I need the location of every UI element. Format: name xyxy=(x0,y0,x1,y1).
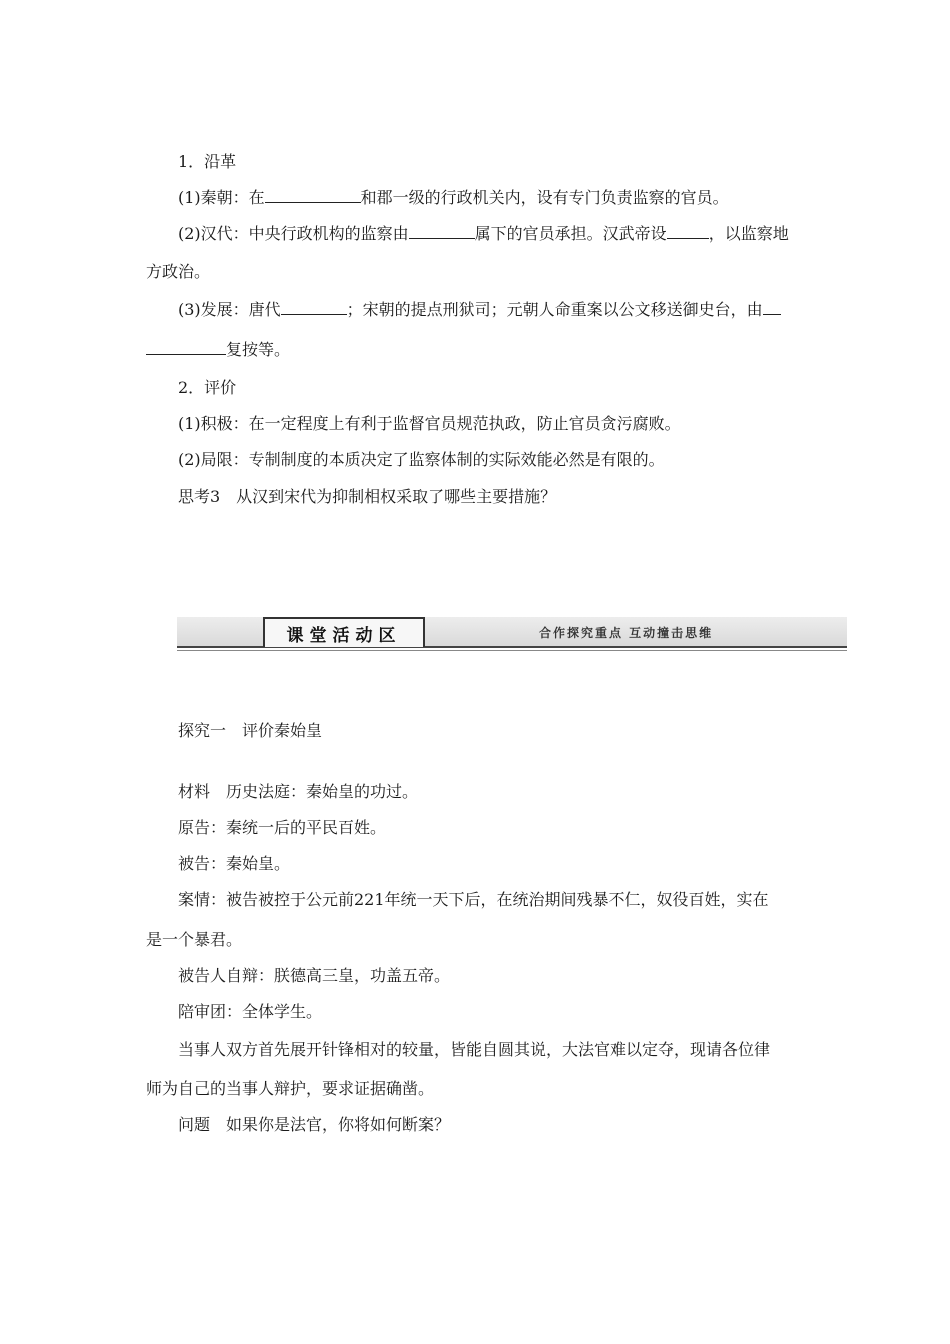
question-line: 问题 如果你是法官，你将如何断案？ xyxy=(178,1115,451,1134)
banner-divider-thin xyxy=(177,650,847,651)
heading-evolution: 1．沿革 xyxy=(178,152,237,171)
argument-line: 当事人双方首先展开针锋相对的较量，皆能自圆其说，大法官难以定夺，现请各位律 xyxy=(178,1040,771,1059)
defendant-line: 被告：秦始皇。 xyxy=(178,854,291,873)
jury-line: 陪审团：全体学生。 xyxy=(178,1002,323,1021)
banner-subtitle: 合作探究重点 互动撞击思维 xyxy=(539,626,714,640)
fill-blank[interactable] xyxy=(667,224,709,239)
fill-blank[interactable] xyxy=(146,340,226,355)
text-segment: 属下的官员承担。汉武帝设 xyxy=(474,224,667,243)
text-segment: ；宋朝的提点刑狱司；元朝人命重案以公文移送御史台，由 xyxy=(346,300,763,319)
evaluation-limitation: (2)局限：专制制度的本质决定了监察体制的实际效能必然是有限的。 xyxy=(178,450,665,469)
text-segment: ，以监察地 xyxy=(708,224,789,243)
fill-blank[interactable] xyxy=(281,300,347,315)
han-dynasty-line xyxy=(178,224,789,244)
text-segment: (3)发展：唐代 xyxy=(178,300,281,319)
defense-line: 被告人自辩：朕德高三皇，功盖五帝。 xyxy=(178,966,451,985)
case-line: 案情：被告被控于公元前221年统一天下后，在统治期间残暴不仁，奴役百姓，实在 xyxy=(178,890,769,909)
think-question-3: 思考3 从汉到宋代为抑制相权采取了哪些主要措施？ xyxy=(178,487,557,506)
development-line xyxy=(178,300,781,320)
argument-line-cont: 师为自己的当事人辩护，要求证据确凿。 xyxy=(146,1079,435,1098)
han-dynasty-line-cont: 方政治。 xyxy=(146,262,211,281)
development-line-cont xyxy=(146,340,290,360)
heading-evaluation: 2．评价 xyxy=(178,378,237,397)
inquiry-heading: 探究一 评价秦始皇 xyxy=(178,721,323,740)
text-segment: (2)汉代：中央行政机构的监察由 xyxy=(178,224,409,243)
section-banner xyxy=(177,612,847,652)
material-line: 材料 历史法庭：秦始皇的功过。 xyxy=(178,782,419,801)
text-segment: 复按等。 xyxy=(226,340,291,359)
evaluation-positive: (1)积极：在一定程度上有利于监督官员规范执政，防止官员贪污腐败。 xyxy=(178,414,681,433)
text-segment: 和郡一级的行政机关内，设有专门负责监察的官员。 xyxy=(360,188,729,207)
fill-blank[interactable] xyxy=(409,224,475,239)
qin-dynasty-line xyxy=(178,188,729,208)
case-line-cont: 是一个暴君。 xyxy=(146,930,243,949)
plaintiff-line: 原告：秦统一后的平民百姓。 xyxy=(178,818,387,837)
banner-title: 课堂活动区 xyxy=(263,617,425,647)
fill-blank[interactable] xyxy=(265,188,361,203)
text-segment: (1)秦朝：在 xyxy=(178,188,265,207)
fill-blank[interactable] xyxy=(763,300,781,315)
